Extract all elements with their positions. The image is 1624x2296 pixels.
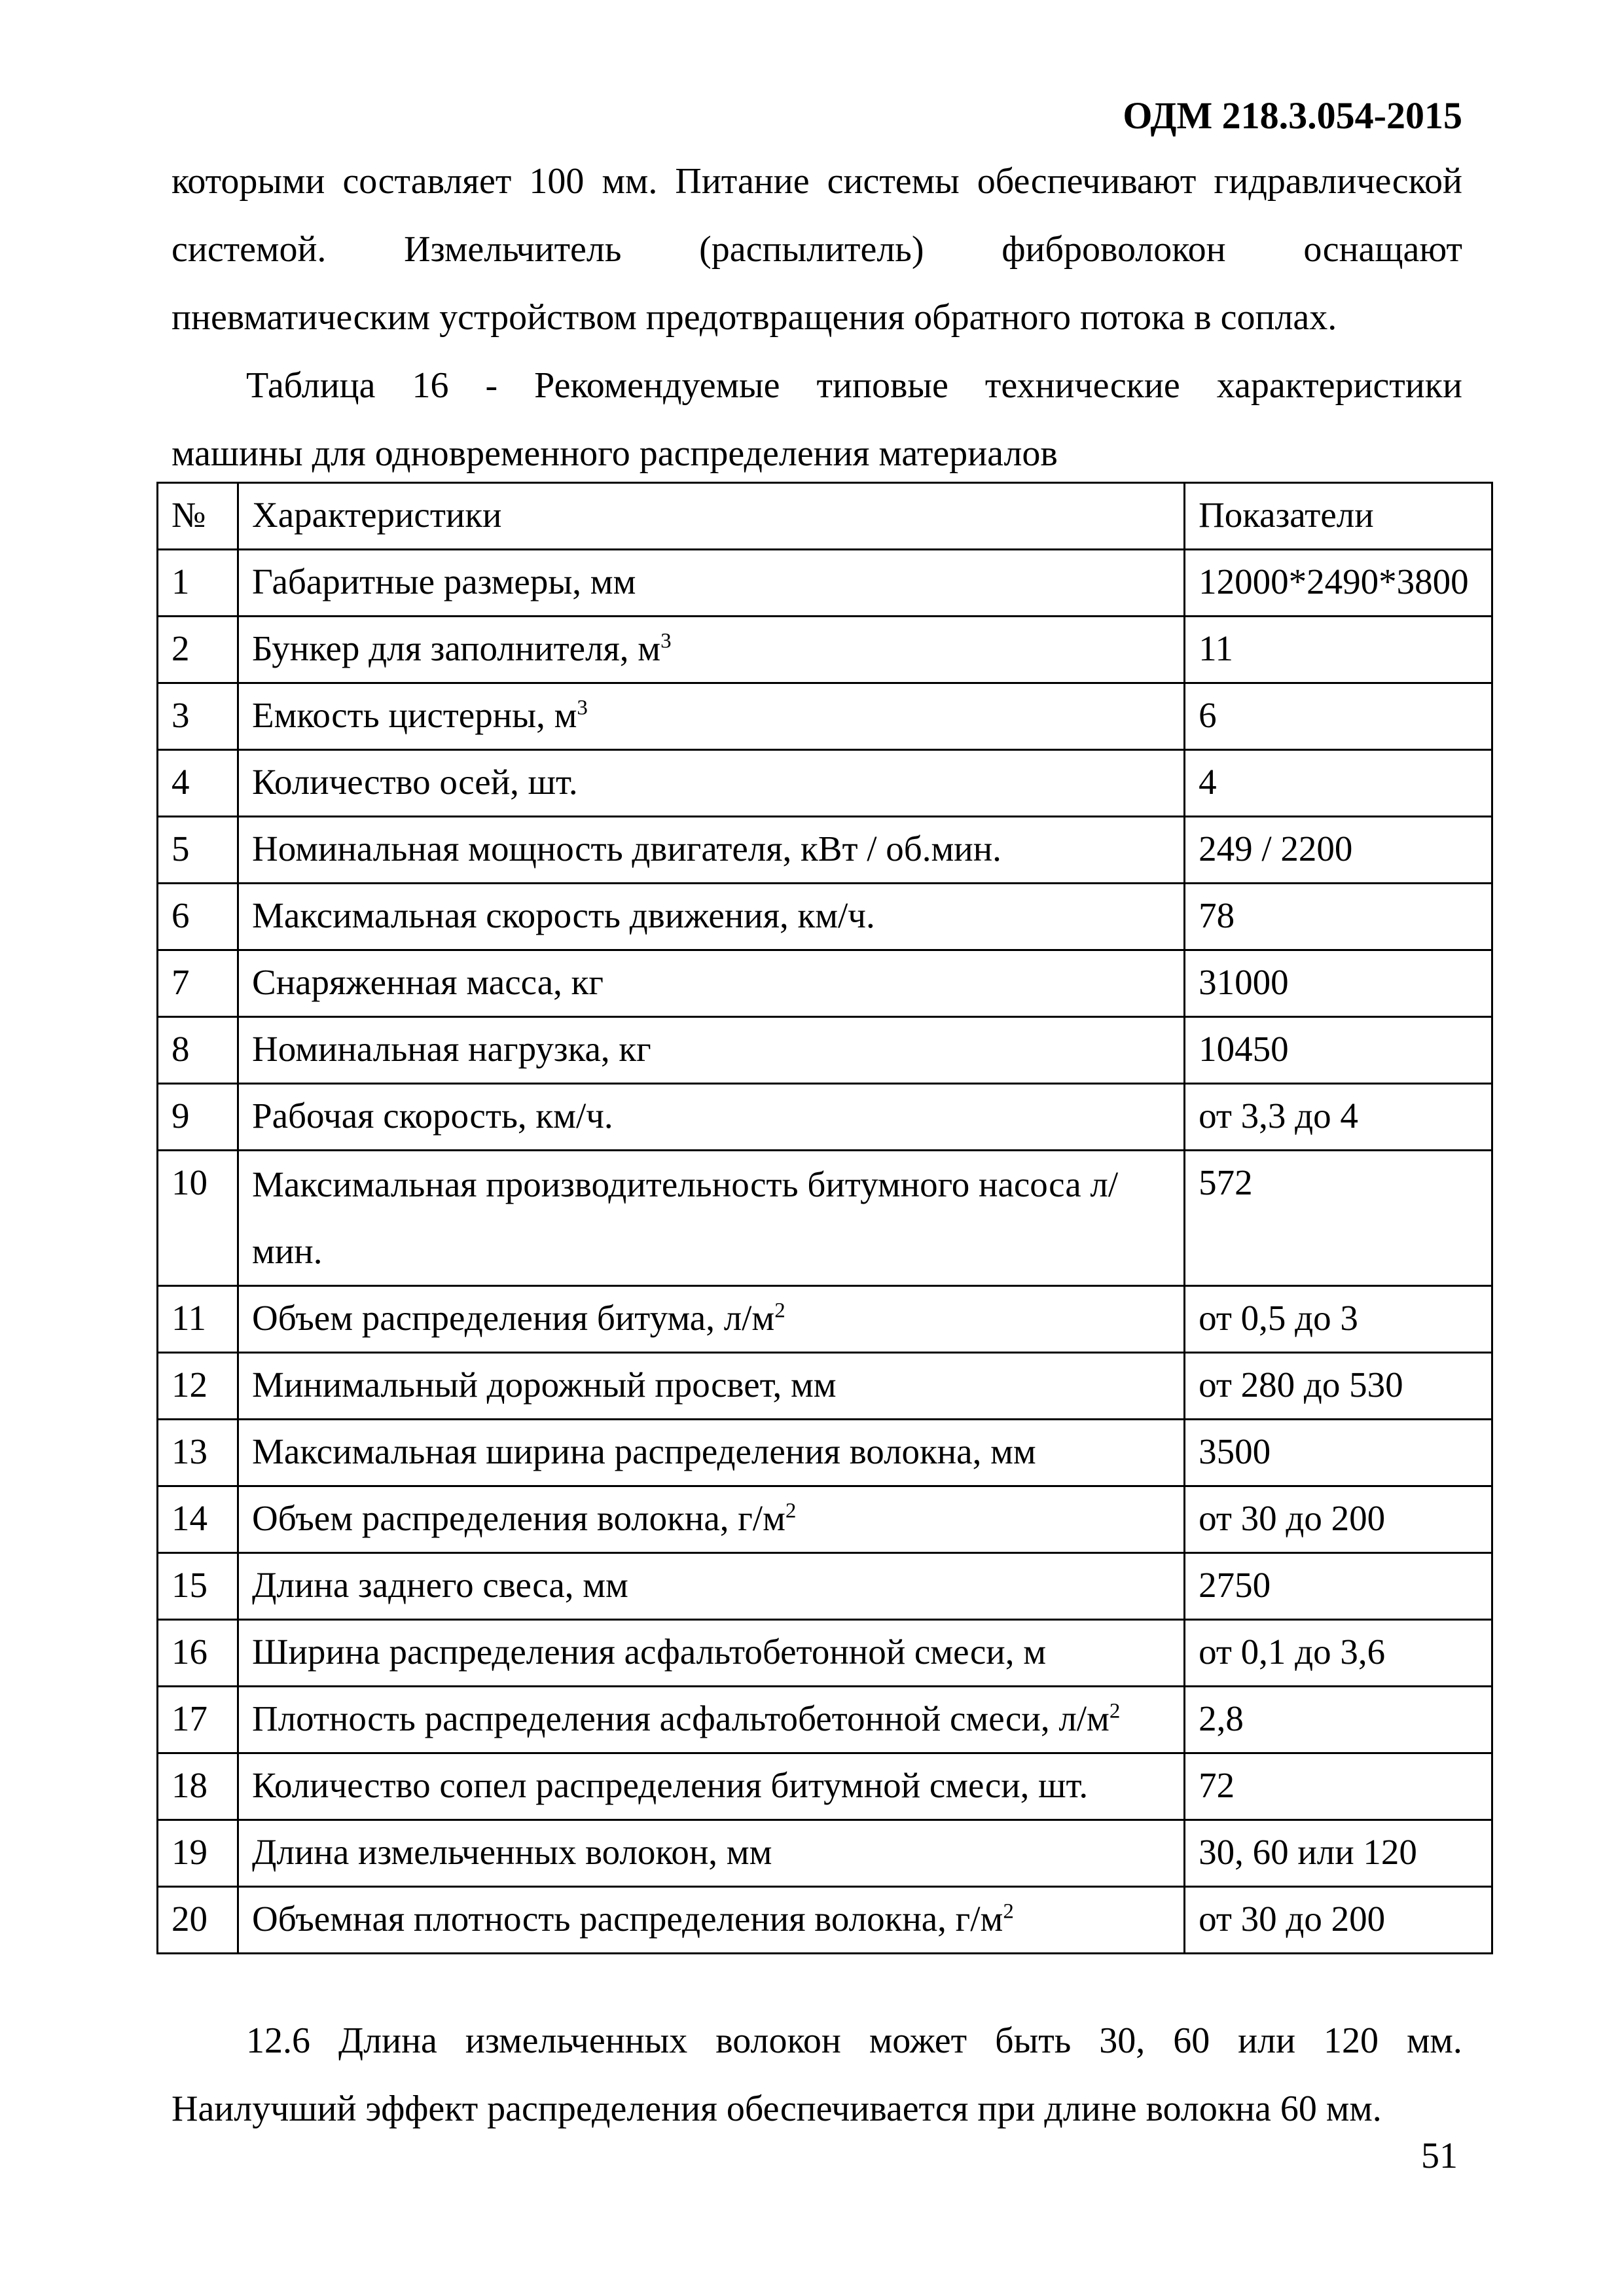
- row-characteristic: [238, 1286, 1185, 1353]
- row-characteristic: [238, 1017, 1185, 1084]
- table-row: [158, 1753, 1492, 1820]
- characteristic-text: Количество осей, шт.: [252, 762, 578, 802]
- characteristic-text: Длина заднего свеса, мм: [252, 1565, 628, 1605]
- row-number: 9: [158, 1084, 238, 1151]
- table-row: [158, 1553, 1492, 1620]
- row-characteristic: [238, 750, 1185, 817]
- row-value: от 280 до 530: [1185, 1353, 1492, 1420]
- table-row: [158, 1286, 1492, 1353]
- row-number: 20: [158, 1887, 238, 1954]
- characteristic-text: Объем распределения битума, л/м: [252, 1298, 775, 1338]
- row-number: 11: [158, 1286, 238, 1353]
- table-row: [158, 1620, 1492, 1687]
- word: волокон: [715, 2020, 841, 2061]
- row-characteristic: [238, 1151, 1185, 1286]
- row-characteristic: [238, 1887, 1185, 1954]
- unit-exponent: 2: [774, 1299, 785, 1323]
- row-value: от 30 до 200: [1185, 1486, 1492, 1553]
- row-number: 4: [158, 750, 238, 817]
- row-value: 3500: [1185, 1420, 1492, 1486]
- table-row: [158, 1687, 1492, 1753]
- table-row: [158, 683, 1492, 750]
- word: составляет: [342, 161, 512, 202]
- row-characteristic: [238, 950, 1185, 1017]
- row-number: 7: [158, 950, 238, 1017]
- word: или: [1238, 2020, 1296, 2061]
- table-row: [158, 617, 1492, 683]
- row-value: от 0,1 до 3,6: [1185, 1620, 1492, 1687]
- characteristic-text: Габаритные размеры, мм: [252, 562, 636, 601]
- intro-paragraph: [171, 147, 1462, 488]
- word: технические: [984, 365, 1180, 406]
- word: Таблица: [246, 365, 376, 406]
- word: 30,: [1099, 2020, 1146, 2061]
- table-row: [158, 1887, 1492, 1954]
- word: 100: [529, 161, 585, 202]
- unit-exponent: 3: [660, 629, 672, 653]
- row-number: 18: [158, 1753, 238, 1820]
- characteristic-text: Номинальная мощность двигателя, кВт / об.мин.: [252, 829, 1001, 869]
- table-row: [158, 817, 1492, 884]
- unit-exponent: 3: [577, 696, 588, 720]
- header-num: №: [158, 483, 238, 550]
- table-row: [158, 1486, 1492, 1553]
- word: быть: [995, 2020, 1072, 2061]
- row-value: от 3,3 до 4: [1185, 1084, 1492, 1151]
- row-value: 30, 60 или 120: [1185, 1820, 1492, 1887]
- row-characteristic: [238, 1820, 1185, 1887]
- table-row: [158, 750, 1492, 817]
- table-row: [158, 884, 1492, 950]
- justified-line: [171, 147, 1462, 215]
- page-number: 51: [1421, 2136, 1458, 2176]
- word: Измельчитель: [404, 229, 622, 270]
- header-characteristic: Характеристики: [238, 483, 1185, 550]
- word: Рекомендуемые: [534, 365, 780, 406]
- table-header-row: [158, 483, 1492, 550]
- characteristic-text: Минимальный дорожный просвет, мм: [252, 1365, 837, 1405]
- row-number: 16: [158, 1620, 238, 1687]
- row-characteristic: [238, 1687, 1185, 1753]
- word: типовые: [816, 365, 948, 406]
- specifications-table: [156, 482, 1493, 1954]
- table-row: [158, 1084, 1492, 1151]
- word: оснащают: [1303, 229, 1462, 270]
- row-value: 4: [1185, 750, 1492, 817]
- row-value: 249 / 2200: [1185, 817, 1492, 884]
- row-number: 19: [158, 1820, 238, 1887]
- row-characteristic: [238, 1486, 1185, 1553]
- characteristic-text: Объемная плотность распределения волокна, г/м: [252, 1899, 1003, 1939]
- row-number: 14: [158, 1486, 238, 1553]
- row-number: 6: [158, 884, 238, 950]
- row-number: 10: [158, 1151, 238, 1286]
- table-row: [158, 550, 1492, 617]
- word: гидравлической: [1214, 161, 1462, 202]
- row-number: 1: [158, 550, 238, 617]
- characteristic-text: Максимальная скорость движения, км/ч.: [252, 895, 875, 935]
- row-value: 11: [1185, 617, 1492, 683]
- word: Питание: [675, 161, 810, 202]
- word: которыми: [171, 161, 325, 202]
- row-value: 12000*2490*3800: [1185, 550, 1492, 617]
- table-row: [158, 950, 1492, 1017]
- row-value: 31000: [1185, 950, 1492, 1017]
- word: мм.: [1406, 2020, 1462, 2061]
- word: характеристики: [1216, 365, 1462, 406]
- word: 16: [412, 365, 449, 406]
- row-value: 6: [1185, 683, 1492, 750]
- characteristic-text: Объем распределения волокна, г/м: [252, 1498, 785, 1538]
- justified-line: [171, 2007, 1462, 2075]
- word: системой.: [171, 229, 327, 270]
- table-row: [158, 1420, 1492, 1486]
- row-characteristic: [238, 1753, 1185, 1820]
- row-characteristic: [238, 1553, 1185, 1620]
- table-body: [158, 483, 1492, 1954]
- characteristic-text: Плотность распределения асфальтобетонной смеси, л/м: [252, 1698, 1110, 1738]
- row-value: 2750: [1185, 1553, 1492, 1620]
- row-characteristic: [238, 683, 1185, 750]
- row-characteristic: [238, 1084, 1185, 1151]
- table-caption-last-line: машины для одновременного распределения материалов: [171, 433, 1058, 474]
- word: (распылитель): [699, 229, 924, 270]
- characteristic-text: Максимальная ширина распределения волокна, мм: [252, 1431, 1036, 1471]
- word: 12.6: [246, 2020, 310, 2061]
- row-number: 3: [158, 683, 238, 750]
- closing-paragraph: [171, 2007, 1462, 2143]
- unit-exponent: 2: [1109, 1699, 1121, 1723]
- row-number: 2: [158, 617, 238, 683]
- table-row: [158, 1017, 1492, 1084]
- characteristic-text: Емкость цистерны, м: [252, 695, 577, 735]
- word: Длина: [338, 2020, 437, 2061]
- row-characteristic: [238, 617, 1185, 683]
- word: обеспечивают: [977, 161, 1197, 202]
- row-number: 15: [158, 1553, 238, 1620]
- word: 120: [1324, 2020, 1379, 2061]
- paragraph-last-line: Наилучший эффект распределения обеспечивается при длине волокна 60 мм.: [171, 2089, 1382, 2129]
- row-value: 10450: [1185, 1017, 1492, 1084]
- table-row: [158, 1820, 1492, 1887]
- row-characteristic: [238, 1353, 1185, 1420]
- document-code-header: ОДМ 218.3.054-2015: [1123, 94, 1462, 137]
- row-value: 2,8: [1185, 1687, 1492, 1753]
- characteristic-text: Длина измельченных волокон, мм: [252, 1832, 772, 1872]
- row-value: 78: [1185, 884, 1492, 950]
- row-number: 12: [158, 1353, 238, 1420]
- table-caption-line: [171, 351, 1462, 420]
- characteristic-text: Номинальная нагрузка, кг: [252, 1029, 651, 1069]
- characteristic-text: Максимальная производительность битумного насоса л/мин.: [252, 1164, 1119, 1271]
- row-characteristic: [238, 884, 1185, 950]
- row-value: 572: [1185, 1151, 1492, 1286]
- row-number: 13: [158, 1420, 238, 1486]
- characteristic-text: Снаряженная масса, кг: [252, 962, 604, 1002]
- word: 60: [1173, 2020, 1210, 2061]
- unit-exponent: 2: [1003, 1899, 1014, 1924]
- characteristic-text: Рабочая скорость, км/ч.: [252, 1096, 613, 1136]
- characteristic-text: Ширина распределения асфальтобетонной смеси, м: [252, 1632, 1047, 1672]
- header-value: Показатели: [1185, 483, 1492, 550]
- row-number: 5: [158, 817, 238, 884]
- row-characteristic: [238, 550, 1185, 617]
- row-value: от 30 до 200: [1185, 1887, 1492, 1954]
- unit-exponent: 2: [785, 1499, 797, 1523]
- word: системы: [827, 161, 960, 202]
- word: мм.: [602, 161, 658, 202]
- word: -: [485, 365, 498, 406]
- row-number: 17: [158, 1687, 238, 1753]
- row-number: 8: [158, 1017, 238, 1084]
- word: фиброволокон: [1001, 229, 1226, 270]
- characteristic-text: Бункер для заполнителя, м: [252, 628, 661, 668]
- word: может: [869, 2020, 967, 2061]
- table-row: [158, 1353, 1492, 1420]
- row-characteristic: [238, 817, 1185, 884]
- word: измельченных: [465, 2020, 688, 2061]
- row-characteristic: [238, 1420, 1185, 1486]
- characteristic-text: Количество сопел распределения битумной смеси, шт.: [252, 1765, 1089, 1805]
- justified-line: [171, 215, 1462, 283]
- paragraph-last-line: пневматическим устройством предотвращения обратного потока в соплах.: [171, 297, 1337, 338]
- row-characteristic: [238, 1620, 1185, 1687]
- table-row: [158, 1151, 1492, 1286]
- row-value: от 0,5 до 3: [1185, 1286, 1492, 1353]
- row-value: 72: [1185, 1753, 1492, 1820]
